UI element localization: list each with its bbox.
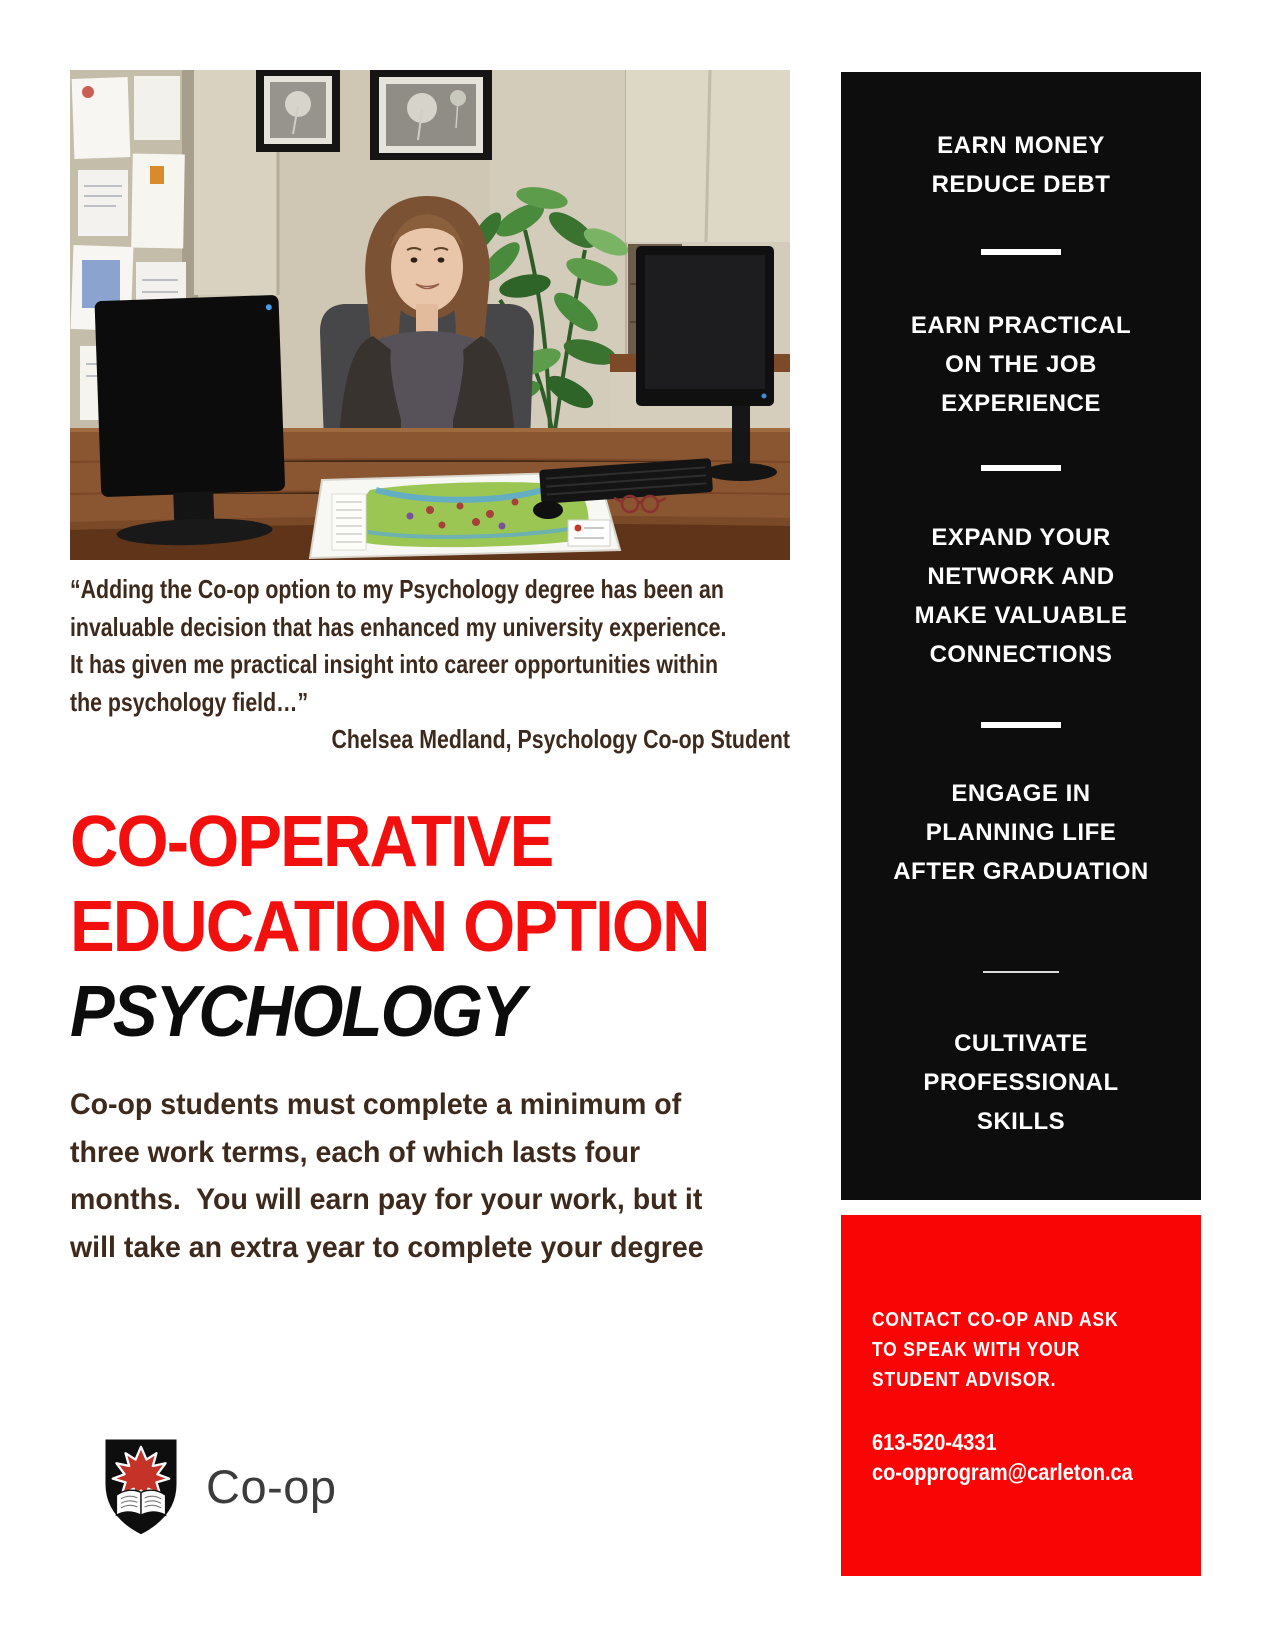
contact-email: co-opprogram@carleton.ca (872, 1459, 1133, 1485)
description-line: months. You will earn pay for your work, but it (70, 1183, 703, 1216)
divider (981, 249, 1061, 255)
divider (981, 465, 1061, 471)
coop-logo (100, 1435, 337, 1537)
headline-line-1: CO-OPERATIVE (70, 802, 553, 882)
benefit-line: EARN MONEY (937, 132, 1105, 159)
framed-picture-left (256, 70, 340, 152)
benefit-line: CONNECTIONS (929, 641, 1113, 668)
office-photo (70, 70, 790, 560)
contact-phone: 613-520-4331 (872, 1429, 997, 1455)
benefit-network (841, 518, 1201, 674)
benefit-professional-skills (841, 1024, 1201, 1141)
program-description (70, 1081, 790, 1271)
benefit-line: EXPAND YOUR (931, 524, 1111, 551)
carleton-shield-icon (100, 1435, 182, 1537)
divider (981, 722, 1061, 728)
benefit-line: NETWORK AND (927, 563, 1115, 590)
office-photo-illustration (70, 70, 790, 560)
open-book-icon (116, 1490, 165, 1515)
benefit-line: MAKE VALUABLE (914, 602, 1128, 629)
benefit-planning (841, 774, 1201, 891)
quote-line: “Adding the Co-op option to my Psychology degree has been an (70, 574, 724, 604)
framed-picture-right (370, 70, 492, 160)
benefit-line: SKILLS (976, 1108, 1066, 1135)
benefit-line: AFTER GRADUATION (893, 858, 1149, 885)
contact-heading-line: STUDENT ADVISOR. (872, 1369, 1057, 1391)
testimonial-quote (70, 571, 790, 759)
divider-thin (983, 971, 1059, 973)
benefit-line: EARN PRACTICAL (910, 312, 1132, 339)
description-line: Co-op students must complete a minimum of (70, 1088, 682, 1121)
quote-attribution: Chelsea Medland, Psychology Co-op Student (331, 724, 790, 754)
headline-line-2: EDUCATION OPTION (70, 887, 709, 967)
quote-line: invaluable decision that has enhanced my university experience. (70, 611, 727, 642)
contact-heading-line: CONTACT CO-OP AND ASK (872, 1309, 1119, 1331)
benefit-practical-experience (841, 306, 1201, 423)
contact-heading-line: TO SPEAK WITH YOUR (872, 1339, 1081, 1361)
headline (70, 800, 770, 1055)
benefit-line: ON THE JOB (945, 351, 1097, 378)
mouse (533, 501, 563, 519)
description-line: three work terms, each of which lasts four (70, 1135, 641, 1169)
benefit-line: PROFESSIONAL (923, 1069, 1119, 1096)
benefit-line: PLANNING LIFE (925, 819, 1117, 846)
benefits-sidebar (841, 72, 1201, 1200)
benefit-line: CULTIVATE (954, 1030, 1088, 1057)
benefit-earn-money (841, 126, 1201, 204)
coop-wordmark: Co-op (206, 1459, 337, 1513)
benefit-line: REDUCE DEBT (931, 171, 1111, 198)
quote-line: It has given me practical insight into career opportunities within (70, 649, 719, 679)
description-line: will take an extra year to complete your degree (70, 1230, 704, 1264)
benefit-line: ENGAGE IN (951, 780, 1091, 807)
contact-box (841, 1215, 1201, 1576)
benefit-line: EXPERIENCE (941, 390, 1101, 417)
quote-line: the psychology field…” (70, 686, 309, 717)
contact-heading (872, 1305, 1168, 1395)
headline-program-name: PSYCHOLOGY (70, 972, 524, 1052)
